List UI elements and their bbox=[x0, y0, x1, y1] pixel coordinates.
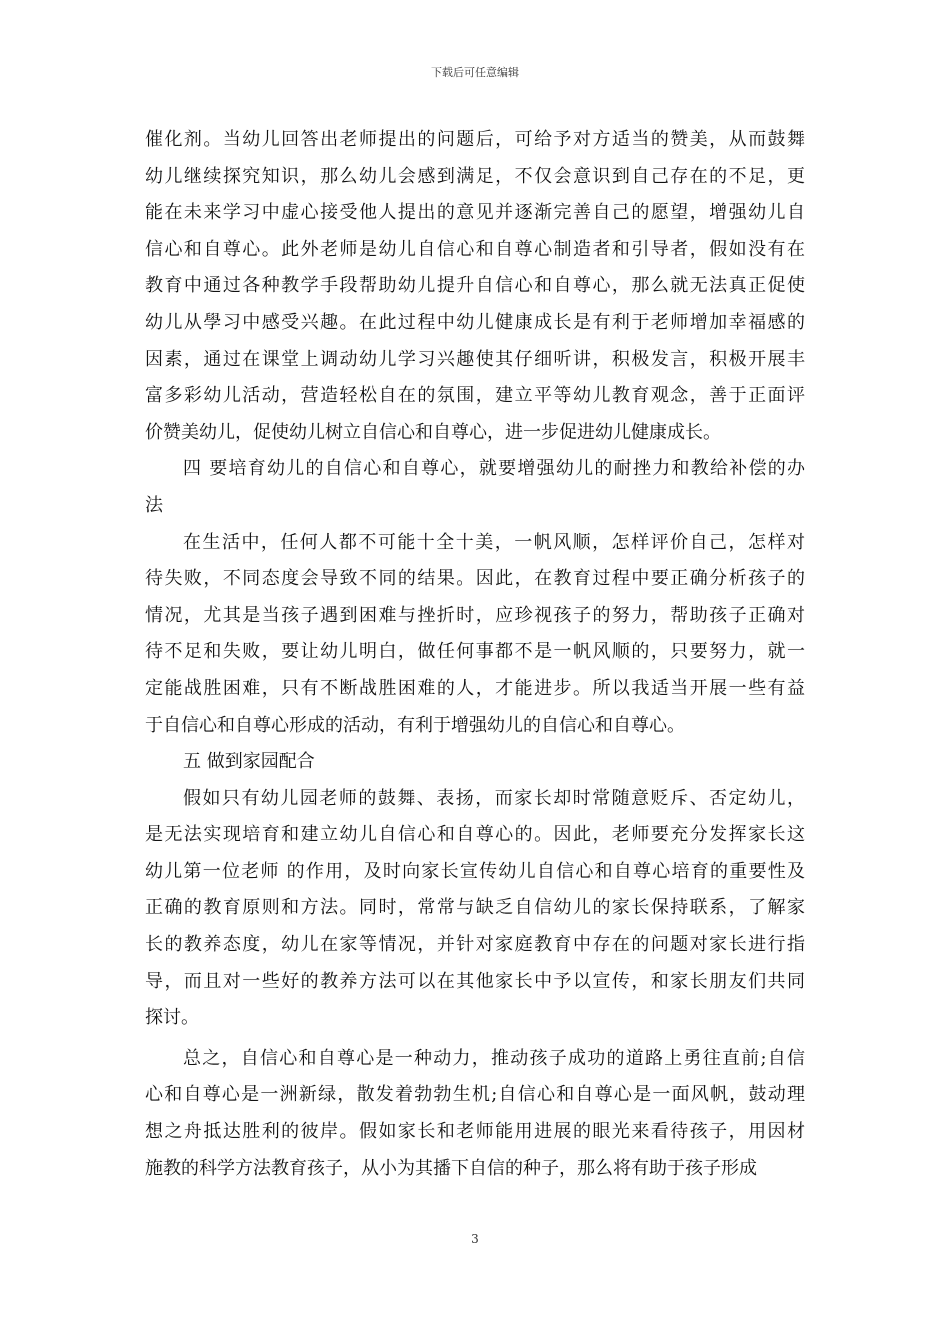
paragraph-line: 总之，自信心和自尊心是一种动力，推动孩子成功的道路上勇往直前;自信 bbox=[183, 1047, 805, 1069]
paragraph-line: 导，而且对一些好的教养方法可以在其他家长中予以宣传，和家长朋友们共同 bbox=[145, 970, 805, 992]
paragraph-line: 定能战胜困难，只有不断战胜困难的人，才能进步。所以我适当开展一些有益 bbox=[145, 677, 805, 699]
paragraph-line: 幼儿从學习中感受兴趣。在此过程中幼儿健康成长是有利于老师增加幸福感的 bbox=[145, 311, 805, 333]
paragraph-line: 五 做到家园配合 bbox=[183, 751, 315, 773]
paragraph bbox=[145, 451, 805, 524]
paragraph-line: 是无法实现培育和建立幼儿自信心和自尊心的。因此，老师要充分发挥家长这 bbox=[145, 824, 805, 846]
paragraph-line: 信心和自尊心。此外老师是幼儿自信心和自尊心制造者和引导者，假如没有在 bbox=[145, 238, 805, 260]
paragraph-line: 待不足和失败，要让幼儿明白，做任何事都不是一帆风顺的，只要努力，就一 bbox=[145, 641, 805, 663]
paragraph-line: 长的教养态度，幼儿在家等情况，并针对家庭教育中存在的问题对家长进行指 bbox=[145, 934, 805, 956]
page-header: 下载后可任意编辑 bbox=[431, 66, 519, 79]
paragraph-line: 于自信心和自尊心形成的活动，有利于增强幼儿的自信心和自尊心。 bbox=[145, 714, 685, 736]
paragraph bbox=[145, 781, 805, 1037]
paragraph bbox=[145, 744, 805, 781]
paragraph-line: 在生活中，任何人都不可能十全十美，一帆风顺，怎样评价自己，怎样对 bbox=[183, 531, 805, 553]
paragraph bbox=[145, 525, 805, 745]
paragraph bbox=[145, 1041, 805, 1187]
paragraph-line: 价赞美幼儿，促使幼儿树立自信心和自尊心，进一步促进幼儿健康成长。 bbox=[145, 421, 721, 443]
paragraph-line: 心和自尊心是一洲新绿，散发着勃勃生机;自信心和自尊心是一面风帆，鼓动理 bbox=[145, 1084, 805, 1106]
paragraph-line: 四 要培育幼儿的自信心和自尊心，就要增强幼儿的耐挫力和教给补偿的办 bbox=[183, 458, 805, 480]
paragraph-line: 想之舟抵达胜利的彼岸。假如家长和老师能用进展的眼光来看待孩子，用因材 bbox=[145, 1121, 805, 1143]
paragraph bbox=[145, 122, 805, 451]
paragraph-line: 因素，通过在课堂上调动幼儿学习兴趣使其仔细听讲，积极发言，积极开展丰 bbox=[145, 348, 805, 370]
paragraph-line: 教育中通过各种教学手段帮助幼儿提升自信心和自尊心，那么就无法真正促使 bbox=[145, 275, 805, 297]
document-body bbox=[145, 122, 805, 1187]
paragraph-line: 幼儿第一位老师 的作用，及时向家长宣传幼儿自信心和自尊心培育的重要性及 bbox=[145, 860, 805, 882]
paragraph-line: 正确的教育原则和方法。同时，常常与缺乏自信幼儿的家长保持联系，了解家 bbox=[145, 897, 805, 919]
paragraph-line: 假如只有幼儿园老师的鼓舞、表扬，而家长却时常随意贬斥、否定幼儿， bbox=[183, 787, 805, 809]
paragraph-line: 能在未来学习中虚心接受他人提出的意见并逐渐完善自己的愿望，增强幼儿自 bbox=[145, 202, 805, 224]
paragraph-line: 富多彩幼儿活动，营造轻松自在的氛围，建立平等幼儿教育观念，善于正面评 bbox=[145, 385, 805, 407]
page-number: 3 bbox=[471, 1232, 479, 1246]
paragraph-line: 幼儿继续探究知识，那么幼儿会感到满足，不仅会意识到自己存在的不足，更 bbox=[145, 165, 805, 187]
paragraph-line: 探讨。 bbox=[145, 1007, 199, 1029]
paragraph-line: 待失败，不同态度会导致不同的结果。因此，在教育过程中要正确分析孩子的 bbox=[145, 568, 805, 590]
paragraph-line: 法 bbox=[145, 494, 163, 516]
paragraph-line: 施教的科学方法教育孩子，从小为其播下自信的种子，那么将有助于孩子形成 bbox=[145, 1157, 757, 1179]
paragraph-line: 情况，尤其是当孩子遇到困难与挫折时，应珍视孩子的努力，帮助孩子正确对 bbox=[145, 604, 805, 626]
paragraph-line: 催化剂。当幼儿回答出老师提出的问题后，可给予对方适当的赞美，从而鼓舞 bbox=[145, 129, 805, 150]
